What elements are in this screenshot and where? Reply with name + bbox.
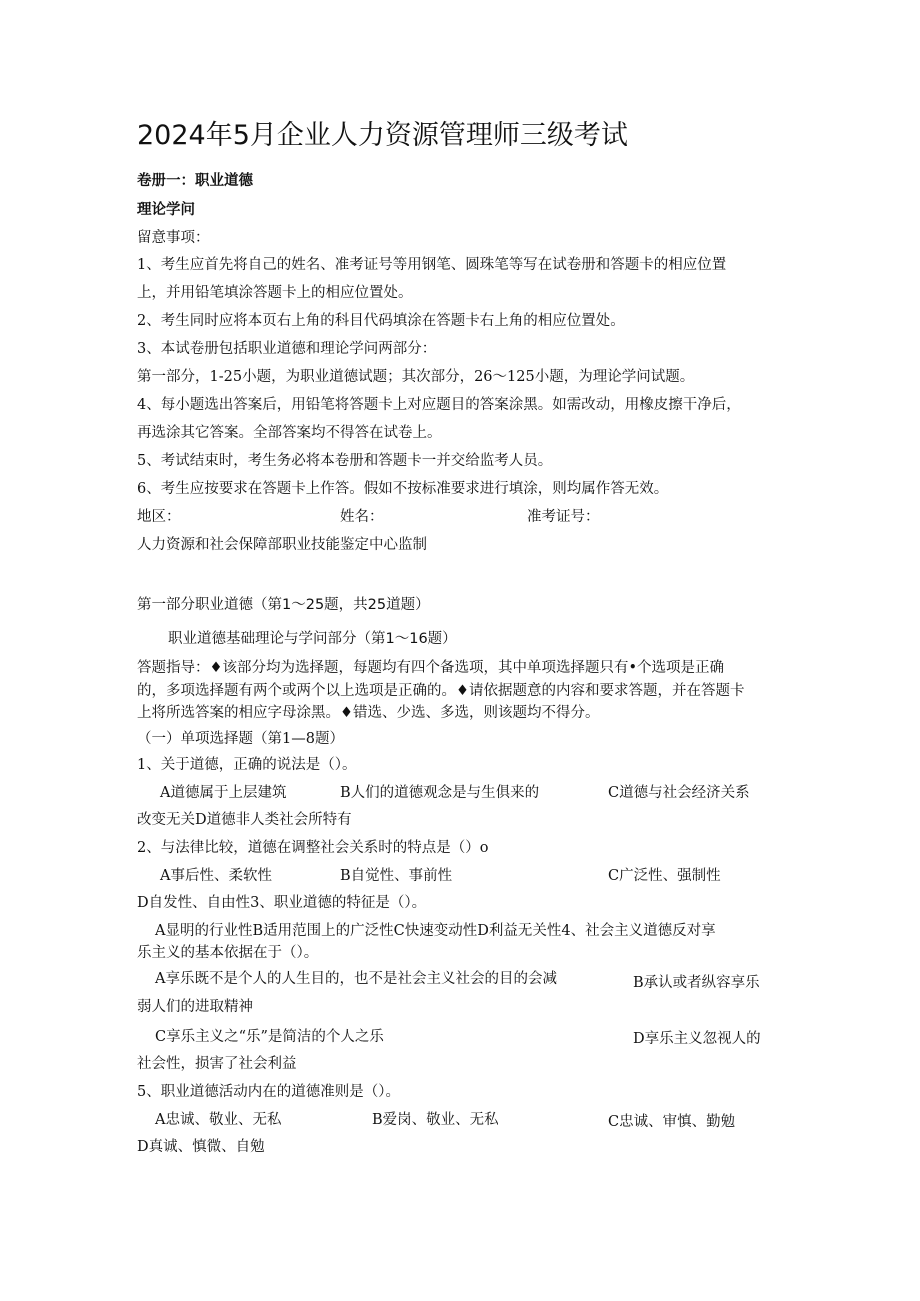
q1-option-c: C道德与社会经济关系 [608, 785, 750, 801]
exam-title: 2024年5月企业人力资源管理师三级考试 [137, 120, 628, 151]
note-line: 3、本试卷册包括职业道德和理论学问两部分： [137, 341, 437, 357]
q1-continuation: 改变无关D道德非人类社会所特有 [137, 812, 352, 828]
question-4-stem: 乐主义的基本依据在于（）。 [137, 945, 319, 961]
q2-continuation: D自发性、自由性3、职业道德的特征是（）。 [137, 895, 427, 911]
note-line: 6、考生应按要求在答题卡上作答。假如不按标准要求进行填涂，则均属作答无效。 [137, 481, 669, 497]
single-choice-heading: （一）单项选择题（第1—8题） [137, 731, 344, 747]
notice-heading: 留意事项： [137, 230, 210, 246]
q4-option-c: C享乐主义之“乐”是简洁的个人之乐 [155, 1029, 384, 1045]
note-line: 上，并用铅笔填涂答题卡上的相应位置处。 [137, 285, 413, 301]
q5-option-d: D真诚、慎微、自勉 [137, 1139, 265, 1155]
note-line: 第一部分，1-25小题，为职业道德试题；其次部分，26〜125小题，为理论学问试题。 [137, 369, 695, 385]
q4-option-d-cont: 社会性，损害了社会利益 [137, 1056, 297, 1072]
question-1-stem: 1、关于道德，正确的说法是（）。 [137, 757, 357, 773]
note-line: 2、考生同时应将本页右上角的科目代码填涂在答题卡右上角的相应位置处。 [137, 313, 625, 329]
guide-line: 答题指导：♦该部分均为选择题，每题均有四个备选项，其中单项选择题只有•个选项是正确 [137, 660, 725, 676]
q4-option-d: D享乐主义忽视人的 [633, 1031, 761, 1047]
supervisor-line: 人力资源和社会保障部职业技能鉴定中心监制 [137, 537, 427, 553]
guide-line: 的，多项选择题有两个或两个以上选项是正确的。♦请依据题意的内容和要求答题，并在答题卡 [137, 683, 745, 699]
part1-heading: 第一部分职业道德（第1〜25题，共25道题） [137, 597, 430, 613]
q3-options-line: A显明的行业性B适用范围上的广泛性C快速变动性D利益无关性4、社会主义道德反对享 [155, 923, 716, 939]
volume-label: 卷册一：职业道德 [137, 173, 253, 189]
subpart-heading: 职业道德基础理论与学问部分（第1〜16题） [168, 631, 457, 647]
region-field-label: 地区： [137, 509, 181, 525]
name-field-label: 姓名： [340, 509, 384, 525]
q4-option-a-cont: 弱人们的进取精神 [137, 999, 253, 1015]
note-line: 4、每小题选出答案后，用铅笔将答题卡上对应题目的答案涂黑。如需改动，用橡皮擦干净后， [137, 397, 741, 413]
ticket-field-label: 准考证号： [527, 509, 600, 525]
q2-option-b: B自觉性、事前性 [340, 868, 453, 884]
q2-option-c: C广泛性、强制性 [608, 868, 721, 884]
guide-line: 上将所选答案的相应字母涂黑。♦错选、少选、多选，则该题均不得分。 [137, 705, 600, 721]
theory-label: 理论学问 [137, 202, 195, 218]
note-line: 1、考生应首先将自己的姓名、准考证号等用钢笔、圆珠笔等写在试卷册和答题卡的相应位置 [137, 257, 727, 273]
q1-option-b: B人们的道德观念是与生俱来的 [340, 785, 540, 801]
q2-option-a: A事后性、柔软性 [160, 868, 272, 884]
q4-option-a: A享乐既不是个人的人生目的，也不是社会主义社会的目的会减 [155, 971, 557, 987]
note-line: 再选涂其它答案。全部答案均不得答在试卷上。 [137, 425, 442, 441]
question-2-stem: 2、与法律比较，道德在调整社会关系时的特点是（）o [137, 840, 489, 856]
q5-option-a: A忠诚、敬业、无私 [155, 1112, 282, 1128]
q5-option-c: C忠诚、审慎、勤勉 [608, 1114, 736, 1130]
question-5-stem: 5、职业道德活动内在的道德准则是（）。 [137, 1084, 400, 1100]
q5-option-b: B爱岗、敬业、无私 [372, 1112, 499, 1128]
q4-option-b: B承认或者纵容享乐 [633, 975, 760, 991]
note-line: 5、考试结束时，考生务必将本卷册和答题卡一并交给监考人员。 [137, 453, 553, 469]
q1-option-a: A道德属于上层建筑 [160, 785, 287, 801]
